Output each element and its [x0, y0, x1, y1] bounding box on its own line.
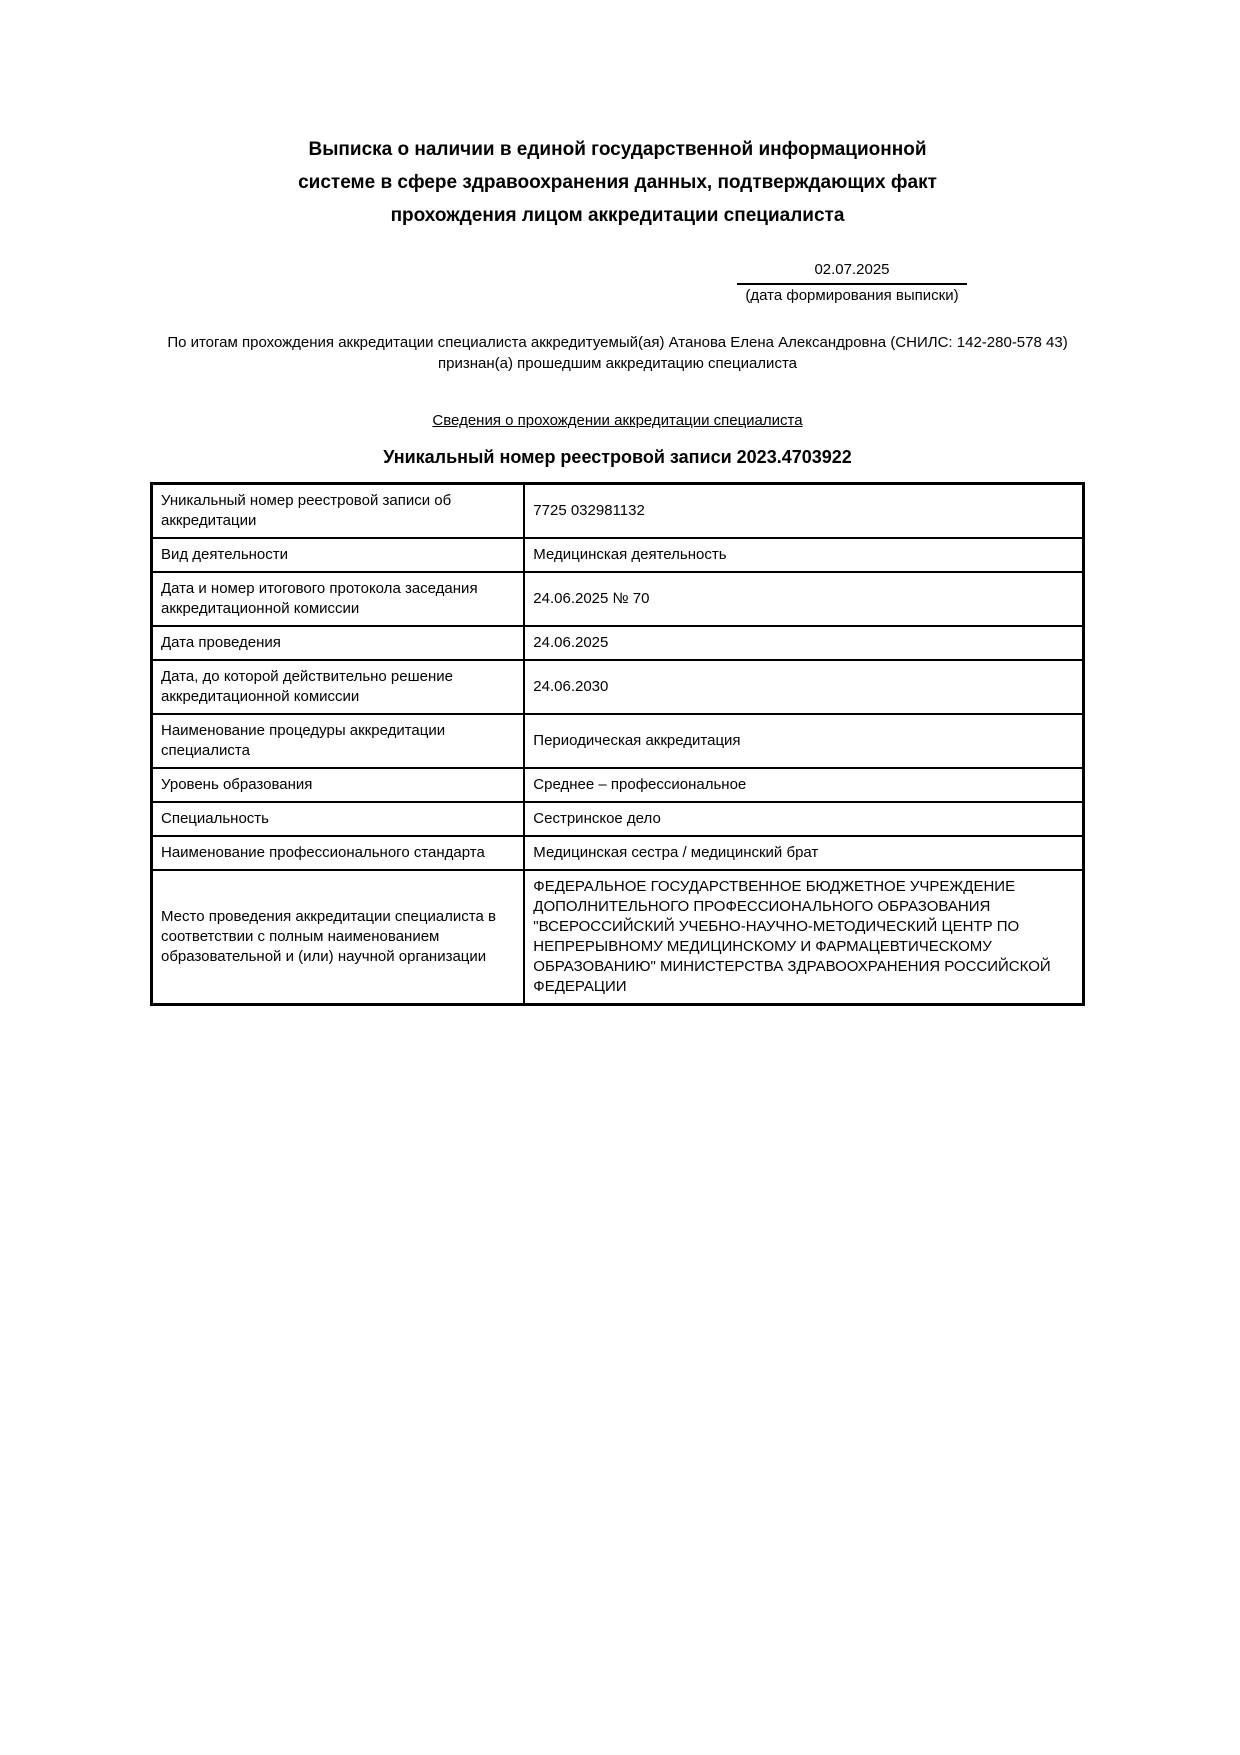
row-value: Среднее – профессиональное [524, 768, 1083, 802]
row-value: 24.06.2025 № 70 [524, 572, 1083, 626]
row-value: Сестринское дело [524, 802, 1083, 836]
table-row [152, 802, 1084, 836]
table-row [152, 484, 1084, 539]
table-row [152, 768, 1084, 802]
registry-number-heading: Уникальный номер реестровой записи 2023.4703922 [383, 447, 852, 467]
document-page [150, 0, 1085, 1755]
table-row [152, 714, 1084, 768]
table-row [152, 870, 1084, 1005]
extract-date: 02.07.2025 [737, 259, 967, 285]
row-value: Медицинская деятельность [524, 538, 1083, 572]
accreditation-table [150, 482, 1085, 1006]
row-label: Наименование профессионального стандарта [152, 836, 525, 870]
row-label: Место проведения аккредитации специалиста в соответствии с полным наименованием образовательной и (или) научной организации [152, 870, 525, 1005]
row-label: Уникальный номер реестровой записи об аккредитации [152, 484, 525, 539]
title-line-2: системе в сфере здравоохранения данных, подтверждающих факт [298, 172, 937, 193]
row-label: Уровень образования [152, 768, 525, 802]
document-title [150, 133, 1085, 232]
intro-paragraph: По итогам прохождения аккредитации специалиста аккредитуемый(ая) Атанова Елена Александровна (СНИЛС: 142-280-578 43) признан(а) прошедшим аккредитацию специалиста [167, 334, 1068, 372]
row-label: Специальность [152, 802, 525, 836]
table-row [152, 538, 1084, 572]
row-value: 24.06.2030 [524, 660, 1083, 714]
title-line-3: прохождения лицом аккредитации специалиста [390, 205, 845, 226]
row-label: Дата, до которой действительно решение аккредитационной комиссии [152, 660, 525, 714]
row-label: Наименование процедуры аккредитации специалиста [152, 714, 525, 768]
table-row [152, 836, 1084, 870]
row-label: Дата и номер итогового протокола заседания аккредитационной комиссии [152, 572, 525, 626]
row-value: 24.06.2025 [524, 626, 1083, 660]
table-row [152, 572, 1084, 626]
table-row [152, 626, 1084, 660]
date-caption: (дата формирования выписки) [745, 287, 959, 304]
row-value: ФЕДЕРАЛЬНОЕ ГОСУДАРСТВЕННОЕ БЮДЖЕТНОЕ УЧРЕЖДЕНИЕ ДОПОЛНИТЕЛЬНОГО ПРОФЕССИОНАЛЬНОГО ОБРАЗОВАНИЯ "ВСЕРОССИЙСКИЙ УЧЕБНО-НАУЧНО-МЕТОДИЧЕСКИЙ ЦЕНТР ПО НЕПРЕРЫВНОМУ МЕДИЦИНСКОМУ И ФАРМАЦЕВТИЧЕСКОМУ ОБРАЗОВАНИЮ" МИНИСТЕРСТВА ЗДРАВООХРАНЕНИЯ РОССИЙСКОЙ ФЕДЕРАЦИИ [524, 870, 1083, 1005]
row-label: Дата проведения [152, 626, 525, 660]
row-value: 7725 032981132 [524, 484, 1083, 539]
date-block [737, 259, 967, 306]
row-label: Вид деятельности [152, 538, 525, 572]
title-line-1: Выписка о наличии в единой государственной информационной [308, 139, 927, 160]
row-value: Периодическая аккредитация [524, 714, 1083, 768]
table-row [152, 660, 1084, 714]
row-value: Медицинская сестра / медицинский брат [524, 836, 1083, 870]
section-heading: Сведения о прохождении аккредитации специалиста [432, 412, 803, 429]
